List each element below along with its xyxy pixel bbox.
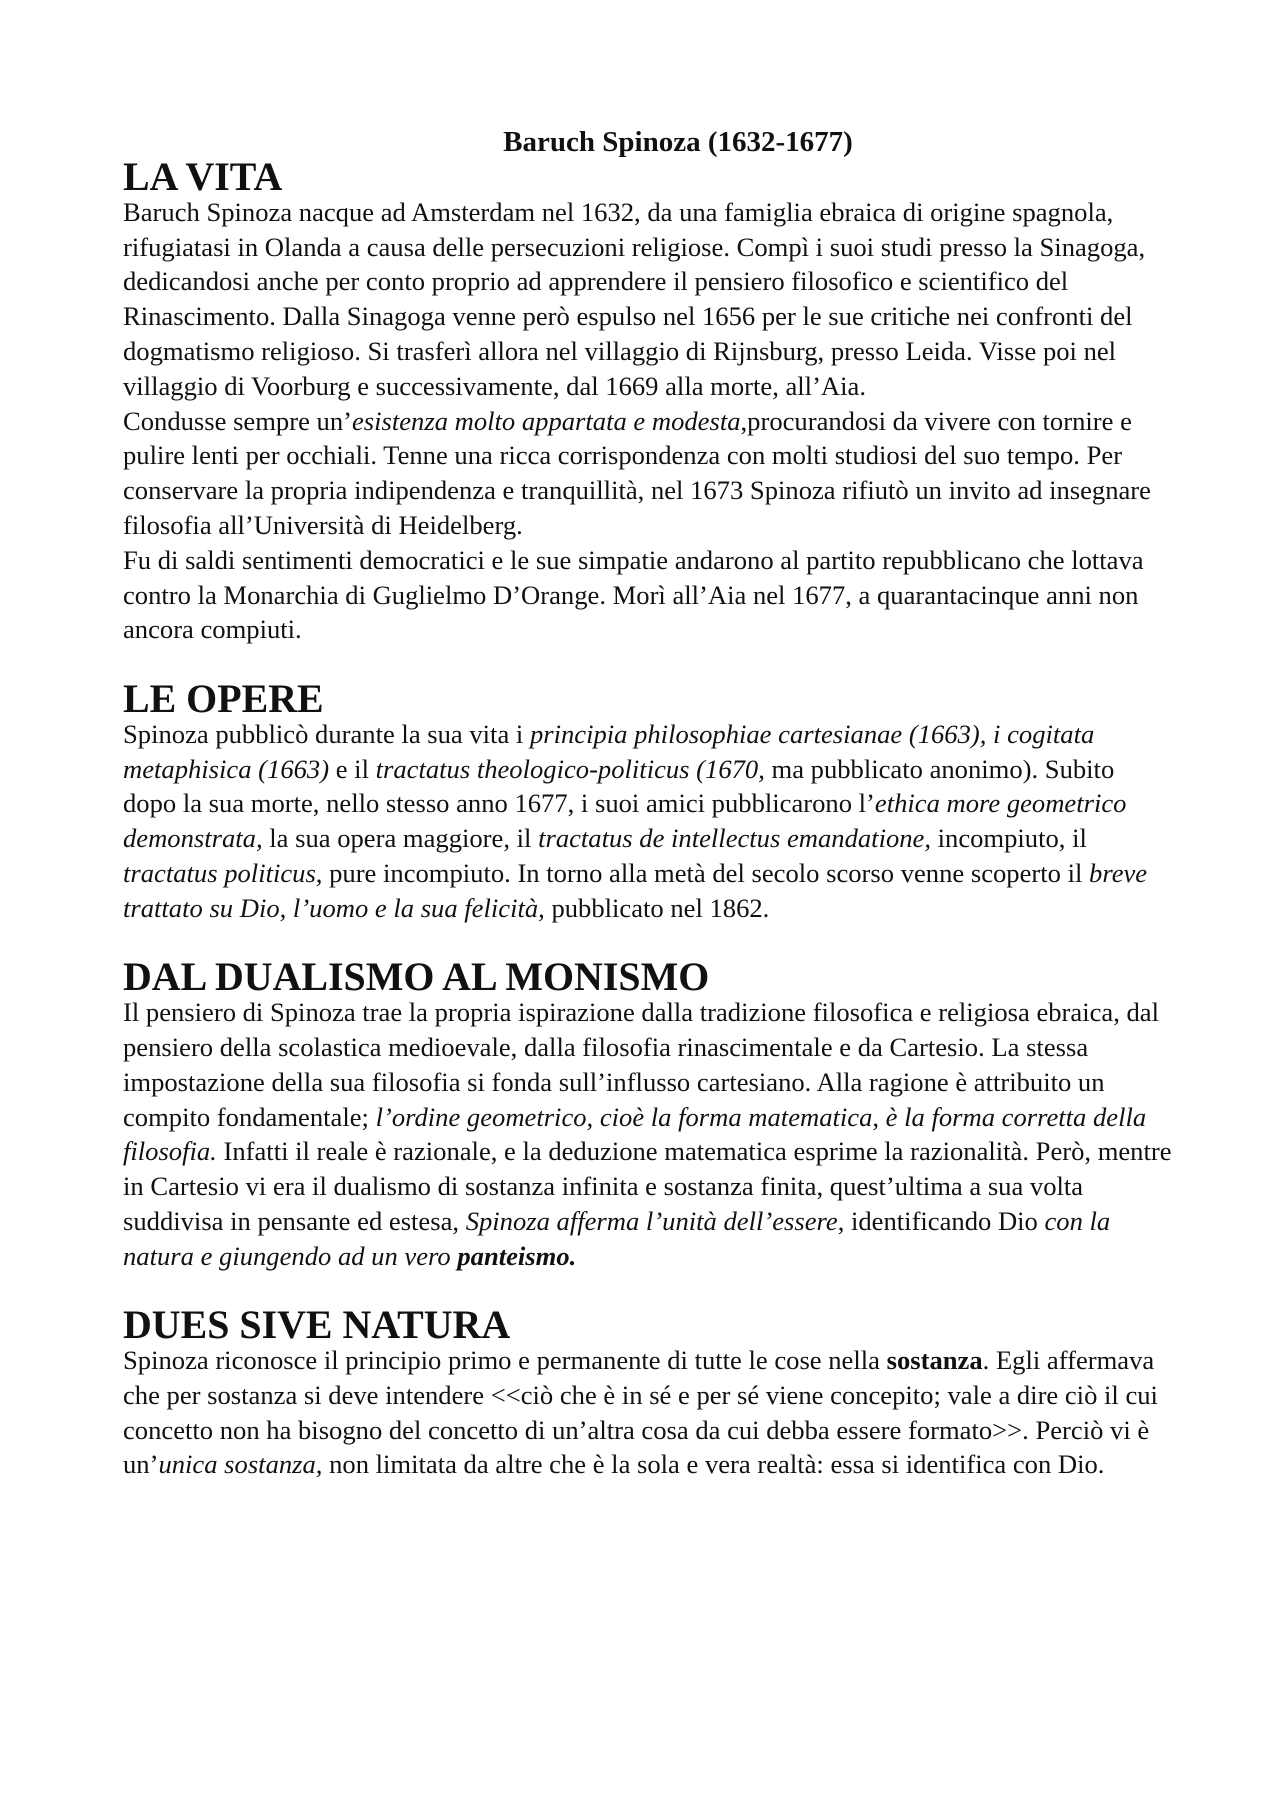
emphasis-run: unica sostanza,	[158, 1449, 323, 1480]
text-run: e il	[329, 753, 376, 784]
text-run: Il pensiero di Spinoza trae la propria ispirazione dalla tradizione filosofica e religiosa ebraica, dal pensiero della scolastica medioevale, dalla filosofia rinascimentale e da Cartesio. La stessa impostazione della sua filosofia si fonda sull’influsso cartesiano. Alla ragione è attribuito un compito fondamentale;	[123, 997, 1159, 1132]
emphasis-run: sostanza	[886, 1345, 983, 1376]
text-run: Spinoza pubblicò durante la sua vita i	[123, 718, 530, 749]
emphasis-run: panteismo.	[457, 1240, 577, 1271]
section-heading: DAL DUALISMO AL MONISMO	[123, 954, 710, 1000]
emphasis-run: tractatus politicus,	[123, 857, 323, 888]
section-heading: DUES SIVE NATURA	[123, 1302, 511, 1348]
text-run: Spinoza riconosce il principio primo e permanente di tutte le cose nella	[123, 1345, 887, 1376]
text-run: ma pubblicato anonimo). Subito dopo la sua morte, nello stesso anno 1677, i suoi amici pubblicarono l’	[123, 753, 1115, 819]
emphasis-run: principia philosophiae cartesianae (1663), i cogitata metaphisica (1663)	[123, 718, 1095, 784]
emphasis-run: ethica more geometrico demonstrata,	[123, 788, 1127, 854]
document-page	[123, 124, 1173, 1482]
text-run: la sua opera maggiore, il	[262, 823, 539, 854]
text-run: pubblicato nel 1862.	[544, 892, 770, 923]
emphasis-run: l’ordine geometrico, cioè la forma matematica, è la forma corretta della filosofia.	[123, 1101, 1147, 1167]
text-run: Fu di saldi sentimenti democratici e le sue simpatie andarono al partito repubblicano che lottava contro la Monarchia di Guglielmo D’Orange. Morì all’Aia nel 1677, a quarantacinque anni non ancora compiuti.	[123, 544, 1144, 645]
section-heading: LE OPERE	[123, 675, 324, 721]
text-run: Baruch Spinoza nacque ad Amsterdam nel 1632, da una famiglia ebraica di origine spagnola, rifugiatasi in Olanda a causa delle persecuzioni religiose. Compì i suoi studi presso la Sinagoga, dedicandosi anche per conto proprio ad apprendere il pensiero filosofico e scientifico del Rinascimento. Dalla Sinagoga venne però espulso nel 1656 per le sue critiche nei confronti del dogmatismo religioso. Si trasferì allora nel villaggio di Rijnsburg, presso Leida. Visse poi nel villaggio di Voorburg e successivamente, dal 1669 alla morte, all’Aia.	[123, 196, 1146, 401]
text-run: pure incompiuto. In torno alla metà del secolo scorso venne scoperto il	[322, 857, 1090, 888]
text-run: Condusse sempre un’	[123, 405, 352, 436]
emphasis-run: tractatus theologico-politicus (1670,	[375, 753, 765, 784]
text-run: , identificando Dio	[837, 1205, 1045, 1236]
document-title: Baruch Spinoza (1632-1677)	[503, 126, 853, 158]
text-run: Infatti il reale è razionale, e la deduzione matematica esprime la razionalità. Però, mentre in Cartesio vi era il dualismo di sostanza infinita e sostanza finita, quest’ultima a sua volta suddivisa in pensante ed estesa,	[123, 1136, 1172, 1236]
section-heading: LA VITA	[123, 154, 283, 199]
text-run: . Egli affermava che per sostanza si deve intendere <<ciò che è in sé e per sé viene concepito; vale a dire ciò il cui concetto non ha bisogno del concetto di un’altra cosa da cui debba essere formato>>. Perciò vi è un’	[123, 1345, 1158, 1480]
section-paragraph	[123, 717, 1173, 926]
emphasis-run: esistenza molto appartata e modesta	[351, 405, 741, 436]
text-run: incompiuto, il	[931, 823, 1087, 854]
emphasis-run: con la natura e giungendo ad un vero	[123, 1205, 1111, 1271]
section-paragraph	[123, 995, 1173, 1273]
document-body	[123, 154, 1173, 1482]
section-paragraph	[123, 404, 1173, 543]
emphasis-run: breve trattato su Dio, l’uomo e la sua felicità,	[123, 857, 1148, 923]
section-paragraph	[123, 195, 1173, 404]
text-run: non limitata da altre che è la sola e vera realtà: essa si identifica con Dio.	[322, 1449, 1105, 1480]
emphasis-run: Spinoza afferma l’unità dell’essere	[465, 1205, 838, 1236]
emphasis-run: tractatus de intellectus emandatione,	[538, 823, 931, 854]
section-paragraph	[123, 543, 1173, 647]
text-run: ,procurandosi da vivere con tornire e pulire lenti per occhiali. Tenne una ricca corrispondenza con molti studiosi del suo tempo. Per conservare la propria indipendenza e tranquillità, nel 1673 Spinoza rifiutò un invito ad insegnare filosofia all’Università di Heidelberg.	[123, 405, 1151, 540]
section-paragraph	[123, 1343, 1173, 1482]
